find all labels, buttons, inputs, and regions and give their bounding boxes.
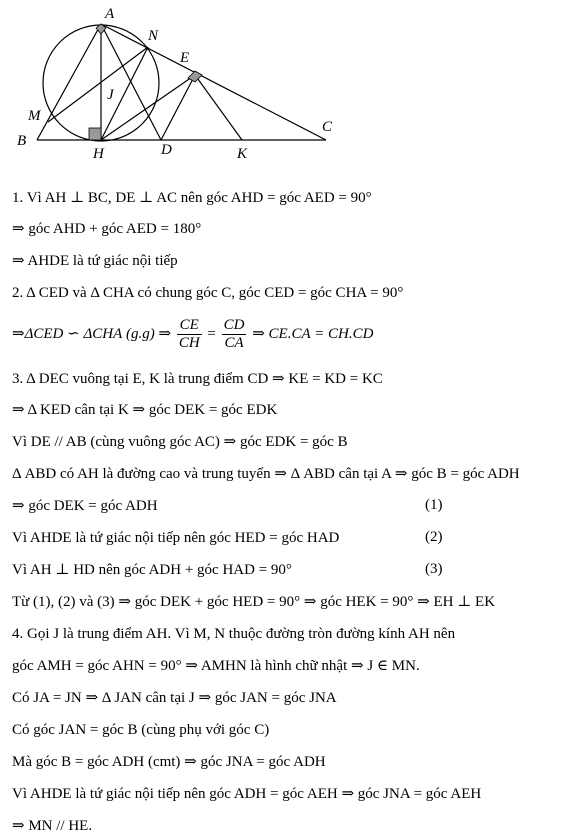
solution-line: ⇒ MN // HE. xyxy=(12,818,93,834)
solution-line: 3. Δ DEC vuông tại E, K là trung điểm CD ⇒ KE = KD = KC xyxy=(12,371,383,387)
fraction-numerator: CE xyxy=(177,317,202,335)
label-a: A xyxy=(105,6,115,22)
fraction-denominator: CH xyxy=(178,335,200,352)
solution-line: 2. Δ CED và Δ CHA có chung góc C, góc CED = góc CHA = 90° xyxy=(12,285,404,301)
label-d: D xyxy=(161,142,172,158)
solution-line: ⇒ góc AHD + góc AED = 180° xyxy=(12,221,202,237)
segment-ac xyxy=(101,24,326,140)
solution-line: 1. Vì AH ⊥ BC, DE ⊥ AC nên góc AHD = góc AED = 90° xyxy=(12,190,372,206)
fraction-ce-ch xyxy=(177,317,202,352)
segment-mn xyxy=(48,47,148,122)
equation-number: (3) xyxy=(425,561,443,577)
solution-line: Vì AHDE là tứ giác nội tiếp nên góc HED = góc HAD xyxy=(12,530,340,546)
formula-lead: ⇒ΔCED ∽ ΔCHA xyxy=(12,326,123,342)
segment-de xyxy=(161,75,195,140)
solution-line: Từ (1), (2) và (3) ⇒ góc DEK + góc HED = 90° ⇒ góc HEK = 90° ⇒ EH ⊥ EK xyxy=(12,594,496,610)
label-c: C xyxy=(322,119,333,135)
fraction-numerator: CD xyxy=(223,317,245,334)
geometry-figure xyxy=(0,0,585,170)
formula-tail: ⇒ CE.CA = CH.CD xyxy=(252,326,374,342)
solution-line: góc AMH = góc AHN = 90° ⇒ AMHN là hình chữ nhật ⇒ J ∈ MN. xyxy=(12,658,420,674)
solution-line: ⇒ AHDE là tứ giác nội tiếp xyxy=(12,253,178,269)
solution-line: Mà góc B = góc ADH (cmt) ⇒ góc JNA = góc ADH xyxy=(12,754,326,770)
solution-line: Vì AHDE là tứ giác nội tiếp nên góc ADH = góc AEH ⇒ góc JNA = góc AEH xyxy=(12,786,482,802)
label-m: M xyxy=(28,108,41,124)
solution-line: ⇒ Δ KED cân tại K ⇒ góc DEK = góc EDK xyxy=(12,402,278,418)
label-k: K xyxy=(237,146,248,162)
solution-line: ⇒ góc DEK = góc ADH xyxy=(12,498,158,514)
solution-line: Có góc JAN = góc B (cùng phụ với góc C) xyxy=(12,722,270,738)
fraction-denominator: CA xyxy=(224,335,244,352)
solution-line: Có JA = JN ⇒ Δ JAN cân tại J ⇒ góc JAN = góc JNA xyxy=(12,690,337,706)
label-n: N xyxy=(148,28,159,44)
label-e: E xyxy=(180,50,190,66)
solution-line: Vì AH ⊥ HD nên góc ADH + góc HAD = 90° xyxy=(12,562,292,578)
equation-number: (2) xyxy=(425,529,443,545)
segment-ab xyxy=(37,24,101,140)
formula-equals: = xyxy=(207,326,216,342)
label-h: H xyxy=(93,146,104,162)
fraction-cd-ca xyxy=(222,317,247,352)
label-j: J xyxy=(107,87,114,103)
solution-line: Vì DE // AB (cùng vuông góc AC) ⇒ góc EDK = góc B xyxy=(12,434,348,450)
label-b: B xyxy=(17,133,27,149)
solution-line: 4. Gọi J là trung điểm AH. Vì M, N thuộc đường tròn đường kính AH nên xyxy=(12,626,456,642)
equation-number: (1) xyxy=(425,497,443,513)
formula-gg: (g.g) xyxy=(126,326,155,342)
segment-he xyxy=(101,75,195,140)
right-angle-mark-h xyxy=(89,128,101,140)
solution-line: Δ ABD có AH là đường cao và trung tuyến ⇒ Δ ABD cân tại A ⇒ góc B = góc ADH xyxy=(12,466,520,482)
formula-arrow: ⇒ xyxy=(158,326,172,342)
similarity-formula xyxy=(12,313,373,355)
right-angle-mark-e xyxy=(188,71,202,82)
